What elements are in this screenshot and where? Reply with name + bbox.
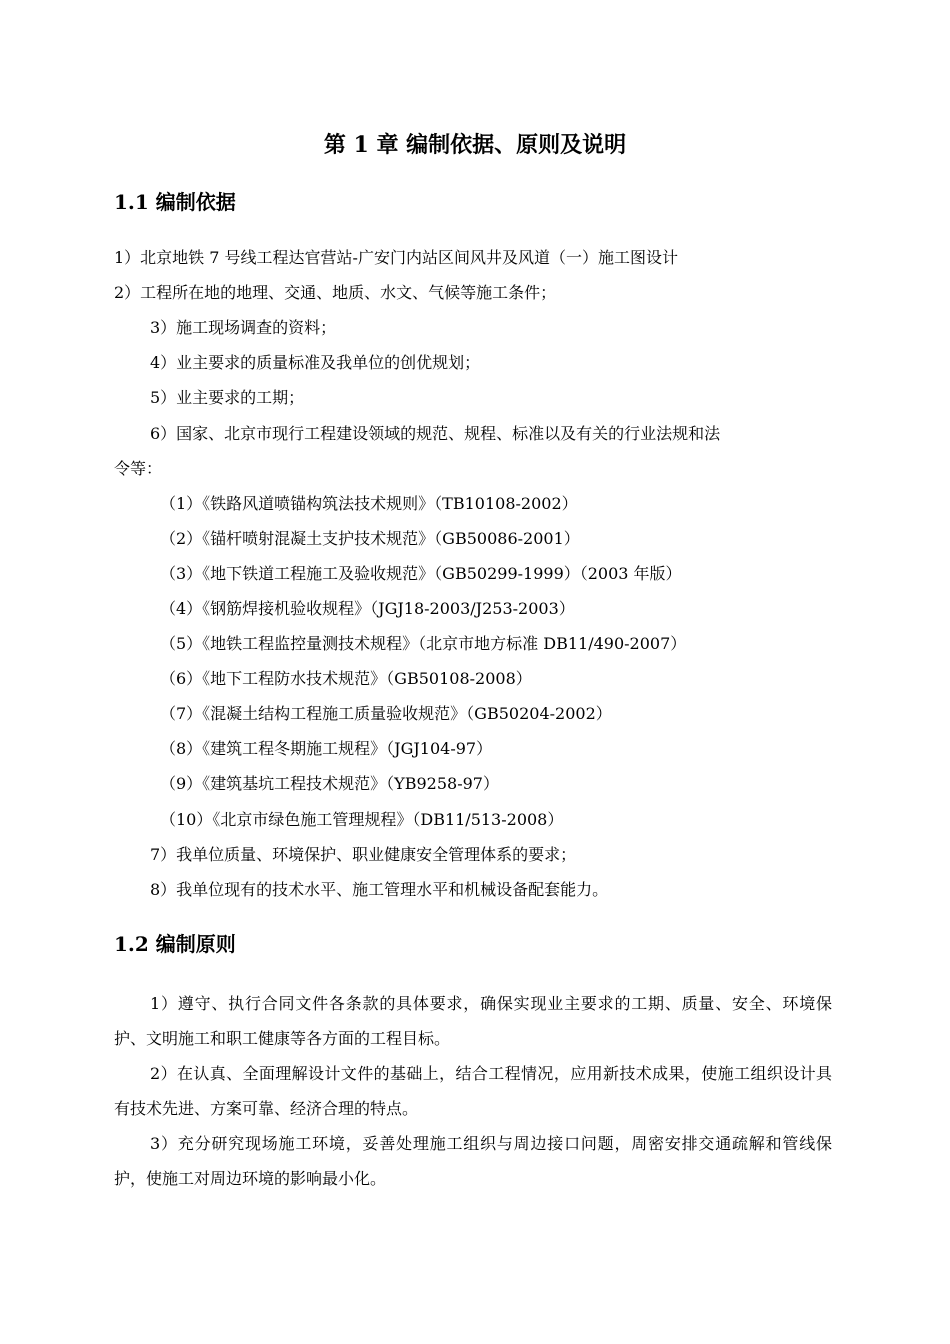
basis-item-3: 3）施工现场调查的资料； bbox=[150, 318, 337, 337]
basis-item-1: 1）北京地铁 7 号线工程达官营站-广安门内站区间风井及风道（一）施工图设计 bbox=[114, 248, 678, 267]
chapter-title: 第 1 章 编制依据、原则及说明 bbox=[323, 132, 627, 158]
basis-item-6-continued: 令等： bbox=[114, 459, 163, 478]
principle-paragraph-1: 1）遵守、执行合同文件各条款的具体要求，确保实现业主要求的工期、质量、安全、环境保护、文明施工和职工健康等各方面的工程目标。 bbox=[114, 994, 832, 1048]
principle-paragraph-3: 3）充分研究现场施工环境，妥善处理施工组织与周边接口问题，周密安排交通疏解和管线保护，使施工对周边环境的影响最小化。 bbox=[114, 1134, 832, 1188]
basis-item-5: 5）业主要求的工期； bbox=[150, 388, 305, 407]
standard-item-5: （5）《地铁工程监控量测技术规程》（北京市地方标准 DB11/490-2007） bbox=[160, 634, 687, 653]
section-title-principles: 1.2 编制原则 bbox=[114, 932, 236, 956]
standard-item-8: （8）《建筑工程冬期施工规程》（JGJ104-97） bbox=[160, 739, 493, 758]
basis-item-7: 7）我单位质量、环境保护、职业健康安全管理体系的要求； bbox=[150, 845, 577, 864]
standard-item-3: （3）《地下铁道工程施工及验收规范》（GB50299-1999）（2003 年版） bbox=[160, 564, 682, 583]
standard-item-2: （2）《锚杆喷射混凝土支护技术规范》（GB50086-2001） bbox=[160, 529, 580, 548]
standard-item-10: （10）《北京市绿色施工管理规程》（DB11/513-2008） bbox=[160, 810, 564, 829]
standard-item-1: （1）《铁路风道喷锚构筑法技术规则》（TB10108-2002） bbox=[160, 494, 578, 513]
section-title-basis: 1.1 编制依据 bbox=[114, 190, 236, 214]
standard-item-9: （9）《建筑基坑工程技术规范》（YB9258-97） bbox=[160, 774, 499, 793]
basis-item-6: 6）国家、北京市现行工程建设领域的规范、规程、标准以及有关的行业法规和法 bbox=[150, 424, 721, 443]
basis-item-4: 4）业主要求的质量标准及我单位的创优规划； bbox=[150, 353, 481, 372]
basis-item-8: 8）我单位现有的技术水平、施工管理水平和机械设备配套能力。 bbox=[150, 880, 609, 899]
principle-paragraph-2: 2）在认真、全面理解设计文件的基础上，结合工程情况，应用新技术成果，使施工组织设计具有技术先进、方案可靠、经济合理的特点。 bbox=[114, 1064, 832, 1118]
standard-item-7: （7）《混凝土结构工程施工质量验收规范》（GB50204-2002） bbox=[160, 704, 612, 723]
standard-item-6: （6）《地下工程防水技术规范》（GB50108-2008） bbox=[160, 669, 532, 688]
standard-item-4: （4）《钢筋焊接机验收规程》（JGJ18-2003/J253-2003） bbox=[160, 599, 575, 618]
basis-item-2: 2）工程所在地的地理、交通、地质、水文、气候等施工条件； bbox=[114, 283, 557, 302]
